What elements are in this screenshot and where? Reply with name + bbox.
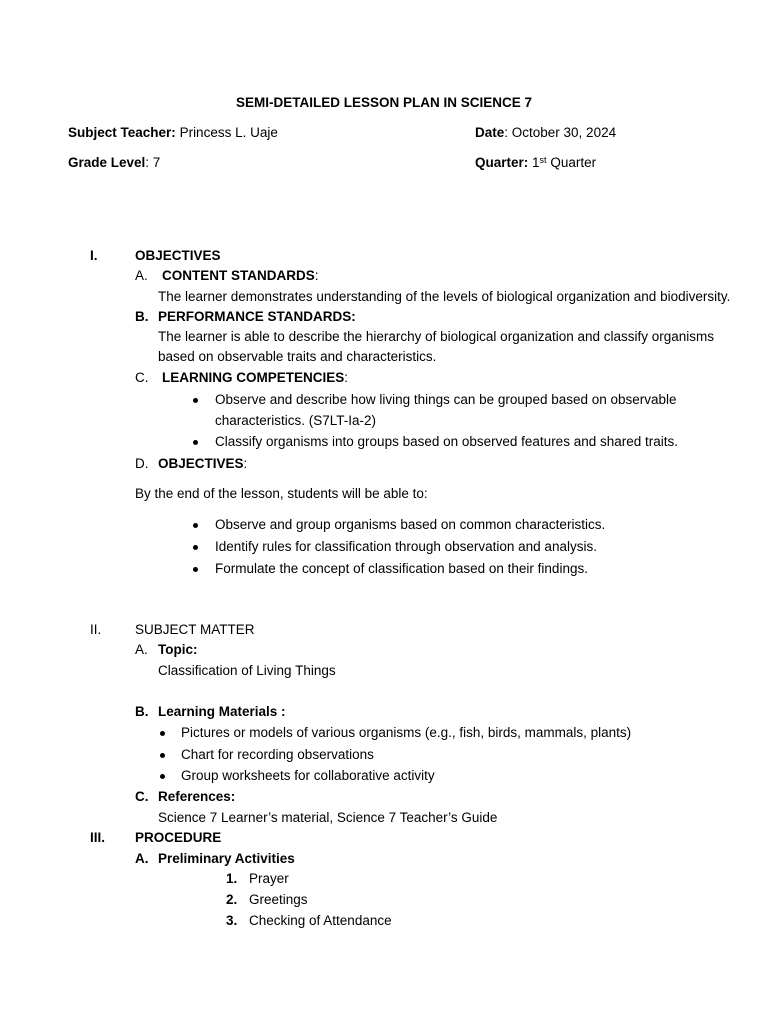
performance-standards-letter: B. <box>135 309 149 324</box>
learning-competencies-label: LEARNING COMPETENCIES <box>162 370 345 385</box>
document-title: SEMI-DETAILED LESSON PLAN IN SCIENCE 7 <box>235 95 533 110</box>
performance-standards-line1: The learner is able to describe the hierarchy of biological organization and classify organisms <box>158 329 715 344</box>
preliminary-letter: A. <box>135 851 149 866</box>
objectives-heading <box>158 454 247 474</box>
content-standards-letter: A. <box>135 268 148 283</box>
teacher-value: Princess L. Uaje <box>179 125 278 140</box>
teacher-label: Subject Teacher: <box>68 125 176 140</box>
topic-letter: A. <box>135 642 148 657</box>
section2-numeral: II. <box>90 622 102 637</box>
learning-competencies-heading <box>162 368 348 388</box>
references-text: Science 7 Learner’s material, Science 7 Teacher’s Guide <box>158 810 498 825</box>
quarter-row <box>475 153 596 173</box>
grade-value: : 7 <box>145 155 161 170</box>
competency-bullet1-line1: Observe and describe how living things can be grouped based on observable <box>215 392 677 407</box>
material-item: Chart for recording observations <box>181 747 374 762</box>
preliminary-item: Checking of Attendance <box>249 913 392 928</box>
objectives-label: OBJECTIVES <box>158 456 244 471</box>
objective-item: Identify rules for classification through observation and analysis. <box>215 539 597 554</box>
section1-heading: OBJECTIVES <box>135 248 221 263</box>
bullet-icon <box>193 545 198 550</box>
material-item: Pictures or models of various organisms (e.g., fish, birds, mammals, plants) <box>181 725 632 740</box>
objective-item: Formulate the concept of classification based on their findings. <box>215 561 588 576</box>
quarter-word: Quarter <box>550 155 597 170</box>
objectives-colon: : <box>243 456 248 471</box>
preliminary-num: 3. <box>226 913 238 928</box>
bullet-icon <box>160 753 165 758</box>
bullet-icon <box>193 567 198 572</box>
preliminary-item: Greetings <box>249 892 308 907</box>
preliminary-label: Preliminary Activities <box>158 851 295 866</box>
materials-letter: B. <box>135 704 149 719</box>
objectives-intro: By the end of the lesson, students will be able to: <box>135 486 428 501</box>
grade-row <box>68 153 160 173</box>
section3-numeral: III. <box>90 830 106 845</box>
references-label: References: <box>158 789 236 804</box>
bullet-icon <box>193 523 198 528</box>
section1-numeral: I. <box>90 248 98 263</box>
material-item: Group worksheets for collaborative activity <box>181 768 435 783</box>
performance-standards-label: PERFORMANCE STANDARDS: <box>158 309 356 324</box>
bullet-icon <box>193 440 198 445</box>
bullet-icon <box>160 731 165 736</box>
preliminary-item: Prayer <box>249 871 289 886</box>
objectives-letter: D. <box>135 456 149 471</box>
quarter-num: 1 <box>532 155 540 170</box>
teacher-row <box>68 123 278 143</box>
performance-standards-line2: based on observable traits and characteristics. <box>158 349 437 364</box>
date-label: Date <box>475 125 505 140</box>
competency-bullet1-line2: characteristics. (S7LT-Ia-2) <box>215 413 377 428</box>
section2-heading: SUBJECT MATTER <box>135 622 255 637</box>
bullet-icon <box>193 398 198 403</box>
topic-label: Topic: <box>158 642 198 657</box>
content-standards-colon: : <box>314 268 319 283</box>
learning-competencies-colon: : <box>344 370 349 385</box>
references-letter: C. <box>135 789 149 804</box>
preliminary-num: 2. <box>226 892 238 907</box>
section3-heading: PROCEDURE <box>135 830 222 845</box>
objective-item: Observe and group organisms based on common characteristics. <box>215 517 606 532</box>
content-standards-heading <box>162 266 319 286</box>
bullet-icon <box>160 774 165 779</box>
learning-competencies-letter: C. <box>135 370 149 385</box>
preliminary-num: 1. <box>226 871 238 886</box>
content-standards-label: CONTENT STANDARDS <box>162 268 315 283</box>
quarter-sup: st <box>539 155 547 165</box>
content-standards-text: The learner demonstrates understanding of the levels of biological organization and biodiversity. <box>158 289 731 304</box>
grade-label: Grade Level <box>68 155 146 170</box>
date-row <box>475 123 616 143</box>
quarter-label: Quarter: <box>475 155 529 170</box>
topic-text: Classification of Living Things <box>158 663 336 678</box>
date-value: : October 30, 2024 <box>504 125 617 140</box>
materials-label: Learning Materials : <box>158 704 286 719</box>
competency-bullet2: Classify organisms into groups based on observed features and shared traits. <box>215 434 679 449</box>
